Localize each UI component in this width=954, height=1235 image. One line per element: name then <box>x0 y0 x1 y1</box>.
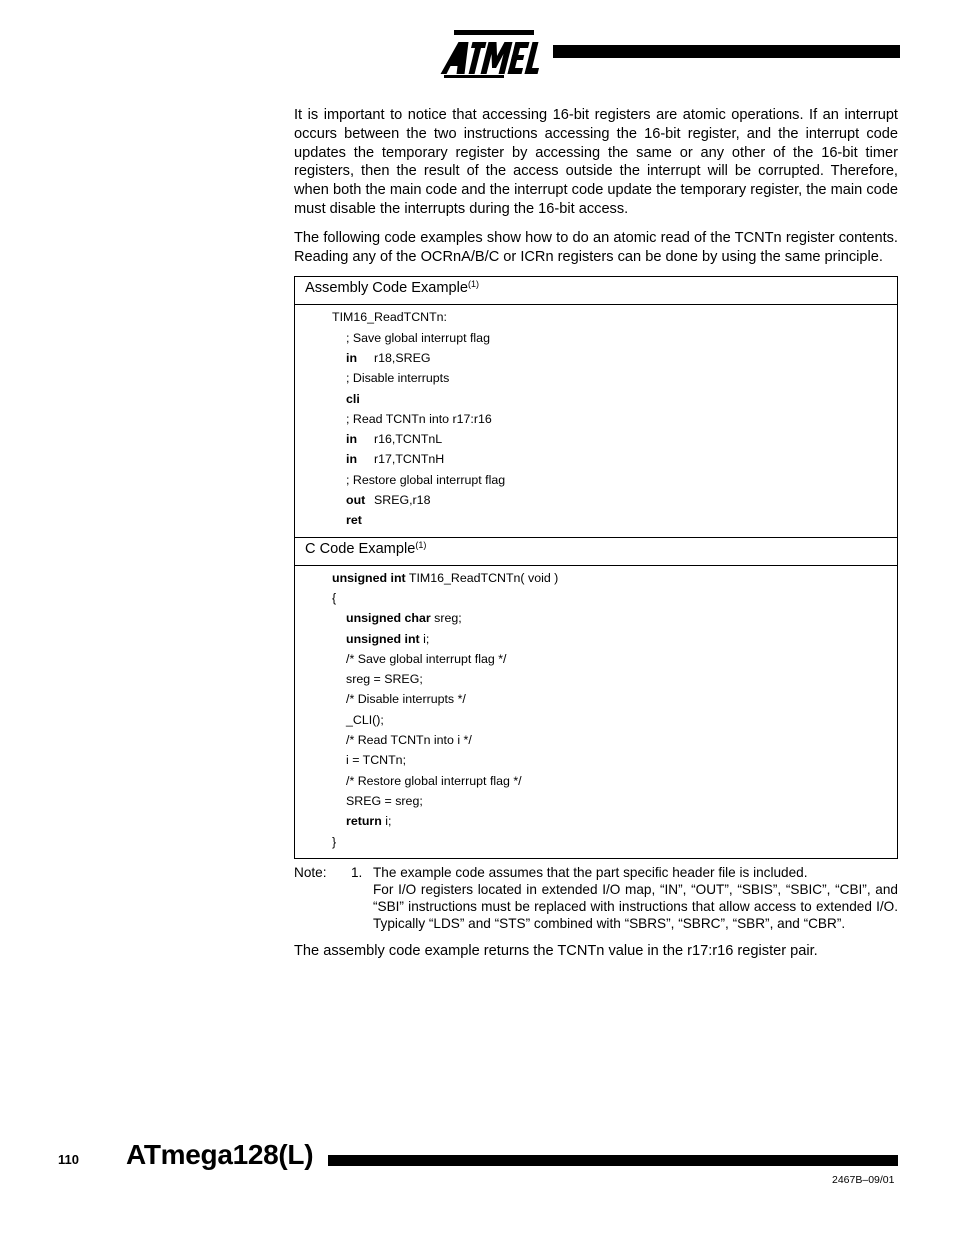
asm-args: r16,TCNTnL <box>374 432 443 447</box>
code-line <box>295 629 897 649</box>
c-example-header <box>295 537 897 566</box>
footnote <box>294 864 898 933</box>
note-number: 1. <box>351 864 363 880</box>
footer-rule <box>328 1155 898 1166</box>
note-body <box>373 864 898 933</box>
asm-op: in <box>346 350 358 365</box>
code-line: i = TCNTn; <box>346 753 407 768</box>
code-line <box>295 389 897 409</box>
code-line: _CLI(); <box>346 712 384 727</box>
c-example-title: C Code Example <box>305 540 416 557</box>
code-line <box>295 348 897 368</box>
intro-paragraph: It is important to notice that accessing 16-bit registers are atomic operations. If an interrupt occurs between the two instructions accessing the 16-bit register, and the interrupt code updates the temporary register by accessing the same or any other of the 16-bit timer registers, then the result of the access outside the interrupt will be corrupted. Therefore, when both the main code and the interrupt code update the temporary register, the main code must disable the interrupts during the 16-bit access. <box>294 107 898 217</box>
c-keyword: unsigned int <box>346 631 420 646</box>
code-line: { <box>332 590 337 605</box>
asm-args: r18,SREG <box>374 350 431 365</box>
closing-paragraph: The assembly code example returns the TCNTn value in the r17:r16 register pair. <box>294 942 818 959</box>
header-rule <box>553 45 900 58</box>
c-text: TIM16_ReadTCNTn( void ) <box>405 570 559 585</box>
asm-example-title: Assembly Code Example <box>305 280 469 297</box>
code-line: ; Read TCNTn into r17:r16 <box>346 411 492 426</box>
code-line: /* Disable interrupts */ <box>346 692 466 707</box>
code-line: ; Restore global interrupt flag <box>346 472 506 487</box>
asm-op: in <box>346 452 358 467</box>
asm-op: cli <box>346 391 360 406</box>
asm-code-block <box>295 305 897 536</box>
c-text: i; <box>381 814 392 829</box>
code-line: ; Disable interrupts <box>346 371 450 386</box>
code-line: /* Save global interrupt flag */ <box>346 651 507 666</box>
note-line-2: For I/O registers located in extended I/O map, “IN”, “OUT”, “SBIS”, “SBIC”, “CBI”, and “SBI” instructions must be replaced with instructions that allow access to extended I/O. Typically “LDS” and “STS” combined with “SBRS”, “SBRC”, “SBR”, and “CBR”. <box>373 882 898 932</box>
code-examples-table <box>294 276 898 858</box>
code-intro-paragraph: The following code examples show how to do an atomic read of the TCNTn register contents. Reading any of the OCRnA/B/C or ICRn registers can be done by using the same principle. <box>294 229 898 265</box>
asm-op: ret <box>346 513 362 528</box>
c-keyword: return <box>346 814 382 829</box>
c-keyword: unsigned char <box>346 611 431 626</box>
code-line: SREG = sreg; <box>346 793 423 808</box>
code-line: sreg = SREG; <box>346 672 423 687</box>
code-line <box>295 449 897 469</box>
c-keyword: unsigned int <box>332 570 406 585</box>
code-line <box>295 490 897 510</box>
asm-op: in <box>346 432 358 447</box>
page-number: 110 <box>58 1152 79 1167</box>
asm-footnote-ref: (1) <box>468 279 480 290</box>
c-text: i; <box>419 631 430 646</box>
code-line: } <box>332 834 337 849</box>
c-footnote-ref: (1) <box>415 539 427 550</box>
code-line <box>295 811 897 831</box>
asm-op: out <box>346 493 366 508</box>
code-line: ; Save global interrupt flag <box>346 330 490 345</box>
c-code-block <box>295 566 897 858</box>
note-label: Note: <box>294 864 327 880</box>
code-line <box>295 608 897 628</box>
asm-args: SREG,r18 <box>374 493 431 508</box>
note-line-1: The example code assumes that the part specific header file is included. <box>373 864 808 880</box>
code-line <box>295 568 897 588</box>
atmel-logo <box>438 28 540 78</box>
document-title: ATmega128(L) <box>126 1139 314 1170</box>
code-line: /* Restore global interrupt flag */ <box>346 773 522 788</box>
asm-example-header <box>295 277 897 305</box>
code-line: /* Read TCNTn into i */ <box>346 733 472 748</box>
asm-args: r17,TCNTnH <box>374 452 445 467</box>
code-line <box>295 510 897 530</box>
document-id: 2467B–09/01 <box>832 1174 895 1186</box>
c-text: sreg; <box>430 611 462 626</box>
code-line <box>295 429 897 449</box>
page-content <box>294 106 898 975</box>
code-line: TIM16_ReadTCNTn: <box>332 310 447 325</box>
